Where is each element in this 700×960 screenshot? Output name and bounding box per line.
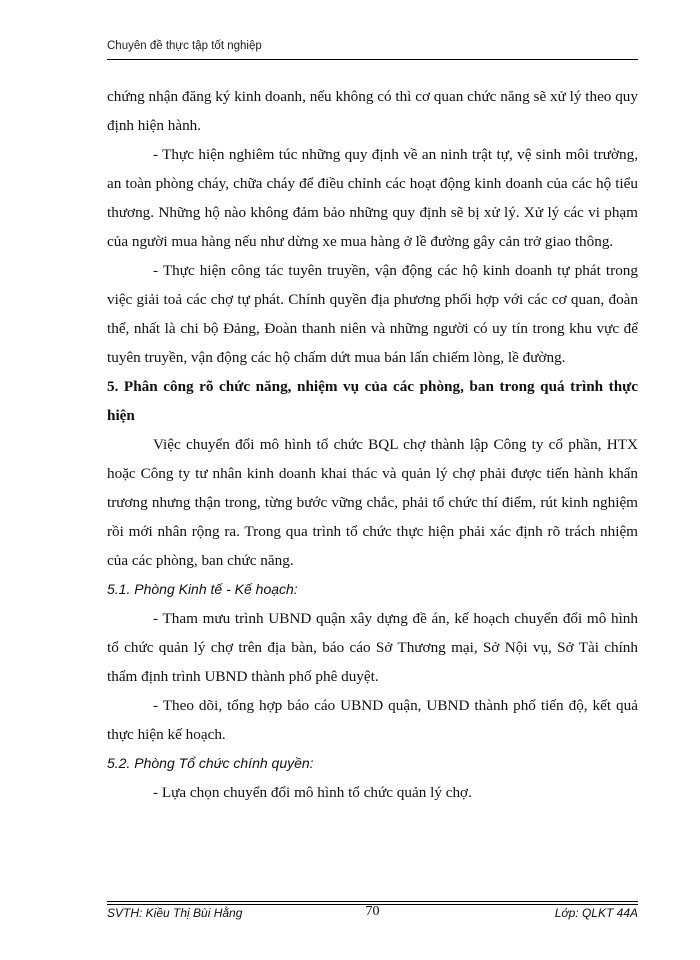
page-number: 70 [365, 904, 380, 919]
paragraph-1: chứng nhận đăng ký kinh doanh, nếu không có thì cơ quan chức năng sẽ xử lý theo quy định hiện hành. [107, 88, 638, 134]
footer-author: SVTH: Kiều Thị Bùi Hằng [107, 906, 243, 920]
footer-class: Lớp: QLKT 44A [554, 906, 638, 920]
page-header: Chuyên đề thực tập tốt nghiệp [107, 40, 262, 52]
page-footer [107, 906, 638, 924]
subsection-heading-5-2: 5.2. Phòng Tổ chức chính quyền: [107, 755, 314, 771]
subsection-heading-5-1: 5.1. Phòng Kinh tế - Kế hoạch: [107, 581, 298, 597]
paragraph-6: - Theo dõi, tổng hợp báo cáo UBND quận, UBND thành phố tiến độ, kết quả thực hiện kế hoạch. [107, 697, 638, 743]
paragraph-2: - Thực hiện nghiêm túc những quy định về an ninh trật tự, vệ sinh môi trường, an toàn phòng cháy, chữa cháy để điều chỉnh các hoạt động kinh doanh của các hộ tiểu thương. Những hộ nào không đảm bảo những quy định sẽ bị xử lý. Xử lý các vi phạm của người mua hàng nếu như dừng xe mua hàng ở lề đường gây cản trở giao thông. [107, 146, 638, 250]
footer-rule [107, 901, 638, 902]
section-heading-5: 5. Phân công rõ chức năng, nhiệm vụ của các phòng, ban trong quá trình thực hiện [107, 378, 638, 424]
header-rule [107, 59, 638, 60]
paragraph-3: - Thực hiện công tác tuyên truyền, vận động các hộ kinh doanh tự phát trong việc giải toả các chợ tự phát. Chính quyền địa phương phối hợp với các cơ quan, đoàn thể, nhất là chi bộ Đảng, Đoàn thanh niên và những người có uy tín trong khu vực để tuyên truyền, vận động các hộ chấm dứt mua bán lấn chiếm lòng, lề đường. [107, 262, 638, 366]
paragraph-4: Việc chuyển đổi mô hình tổ chức BQL chợ thành lập Công ty cổ phần, HTX hoặc Công ty tư nhân kinh doanh khai thác và quản lý chợ phải được tiến hành khẩn trương nhưng thận trong, từng bước vững chắc, phải tổ chức thí điểm, rút kinh nghiệm rồi mới nhân rộng ra. Trong qua trình tổ chức thực hiện phải xác định rõ trách nhiệm của các phòng, ban chức năng. [107, 436, 638, 569]
paragraph-5: - Tham mưu trình UBND quận xây dựng đề án, kế hoạch chuyển đổi mô hình tổ chức quản lý chợ trên địa bàn, báo cáo Sở Thương mại, Sở Nội vụ, Sở Tài chính thẩm định trình UBND thành phố phê duyệt. [107, 610, 638, 685]
paragraph-7: - Lựa chọn chuyển đổi mô hình tổ chức quản lý chợ. [153, 784, 472, 801]
document-body [107, 82, 638, 807]
